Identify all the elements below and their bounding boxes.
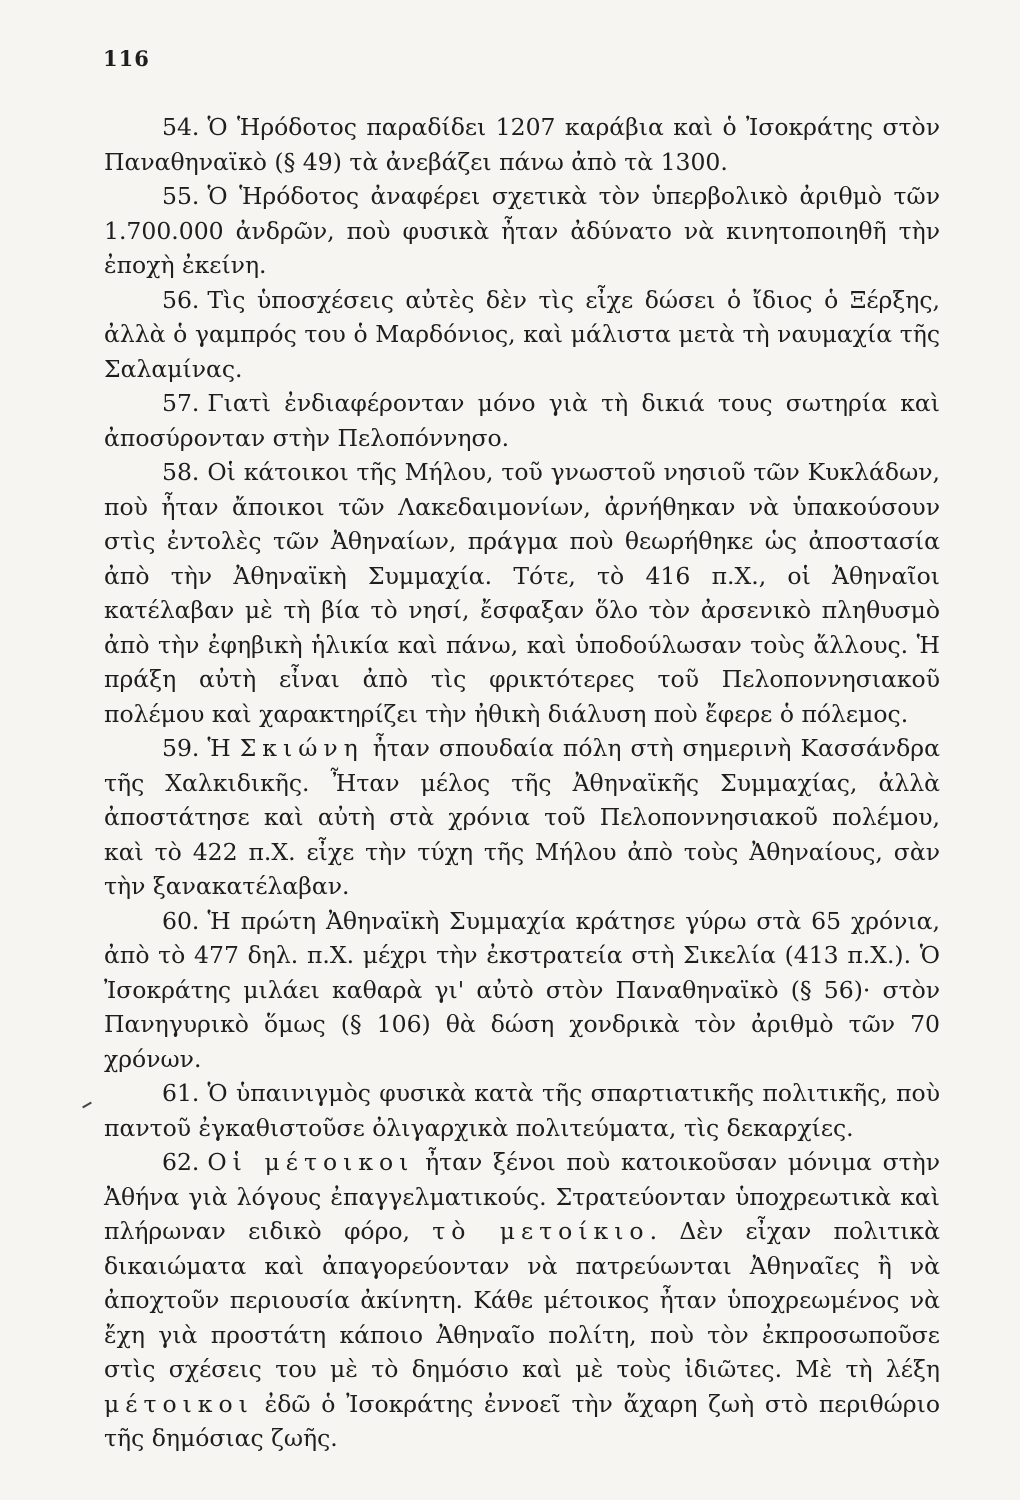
note-number: 56.: [162, 285, 200, 314]
note-57: [104, 386, 940, 455]
note-text: Τὶς ὑποσχέσεις αὐτὲς δὲν τὶς εἶχε δώσει ὁ ἴδιος ὁ Ξέρξης, ἀλλὰ ὁ γαμπρός του ὁ Μαρδόνιος, καὶ μάλιστα μετὰ τὴ ναυμαχία τῆς Σαλαμίνας.: [104, 285, 940, 383]
note-62: [104, 1145, 940, 1456]
note-56: [104, 283, 940, 387]
note-number: 62.: [162, 1148, 200, 1176]
spaced-term: Σκιώνη: [239, 734, 364, 762]
note-61: [104, 1076, 940, 1145]
note-text: ἦταν ξένοι ποὺ κατοικοῦσαν μόνιμα στὴν Ἀθήνα γιὰ λόγους ἐπαγγελματικούς. Στρατεύονταν ὑποχρεωτικὰ καὶ πλήρωναν ειδικὸ φόρο,: [104, 1148, 940, 1245]
note-text: Ἡ πρώτη Ἀθηναϊκὴ Συμμαχία κράτησε γύρω στὰ 65 χρόνια, ἀπὸ τὸ 477 δηλ. π.Χ. μέχρι τὴν ἐκστρατεία στὴ Σικελία (413 π.Χ.). Ὁ Ἰσοκράτης μιλάει καθαρὰ γι' αὐτὸ στὸν Παναθηναϊκὸ (§ 56)· στὸν Πανηγυρικὸ ὅμως (§ 106) θὰ δώση χονδρικὰ τὸν ἀριθμὸ τῶν 70 χρόνων.: [104, 906, 940, 1073]
note-text: Ὁ Ἡρόδοτος παραδίδει 1207 καράβια καὶ ὁ Ἰσοκράτης στὸν Παναθηναϊκὸ (§ 49) τὰ ἀνεβάζει πάνω ἀπὸ τὰ 1300.: [104, 113, 940, 176]
spaced-term: Οἱ μέτοικοι: [207, 1148, 415, 1176]
note-text: Γιατὶ ἐνδιαφέρονταν μόνο γιὰ τὴ δικιά τους σωτηρία καὶ ἀποσύρονταν στὴν Πελοπόννησο.: [104, 389, 940, 452]
note-text: Οἱ κάτοικοι τῆς Μήλου, τοῦ γνωστοῦ νησιοῦ τῶν Κυκλάδων, ποὺ ἦταν ἄποικοι τῶν Λακεδαιμονίων, ἀρνήθηκαν νὰ ὑπακούσουν στὶς ἐντολὲς τῶν Ἀθηναίων, πράγμα ποὺ θεωρήθηκε ὡς ἀποστασία ἀπὸ τὴν Ἀθηναϊκὴ Συμμαχία. Τότε, τὸ 416 π.Χ., οἱ Ἀθηναῖοι κατέλαβαν μὲ τὴ βία τὸ νησί, ἔσφαξαν ὅλο τὸν ἀρσενικὸ πληθυσμὸ ἀπὸ τὴν ἐφηβικὴ ἡλικία καὶ πάνω, καὶ ὑποδούλωσαν τοὺς ἄλλους. Ἡ πράξη αὐτὴ εἶναι ἀπὸ τὶς φρικτότερες τοῦ Πελοποννησιακοῦ πολέμου καὶ χαρακτηρίζει τὴν ἠθικὴ διάλυση ποὺ ἔφερε ὁ πόλεμος.: [104, 458, 940, 728]
note-text: ἦταν σπουδαία πόλη στὴ σημερινὴ Κασσάνδρα τῆς Χαλκιδικῆς. Ἦταν μέλος τῆς Ἀθηναϊκῆς Συμμαχίας, ἀλλὰ ἀποστάτησε καὶ αὐτὴ στὰ χρόνια τοῦ Πελοποννησιακοῦ πολέμου, καὶ τὸ 422 π.Χ. εἶχε τὴν τύχη τῆς Μήλου ἀπὸ τοὺς Ἀθηναίους, σὰν τὴν ξανακατέλαβαν.: [104, 734, 940, 900]
note-54: [104, 110, 940, 179]
note-number: 55.: [162, 182, 200, 210]
note-number: 61.: [162, 1079, 200, 1107]
margin-pencil-mark: [82, 1102, 92, 1109]
note-number: 57.: [162, 389, 200, 417]
note-text-2: . Δὲν εἶχαν πολιτικὰ δικαιώματα καὶ ἀπαγορεύονταν νὰ πατρεύωνται Ἀθηναῖες ἢ νὰ ἀποχτοῦν περιουσία ἀκίνητη. Κάθε μέτοικος ἦταν ὑποχρεωμένος νὰ ἔχη γιὰ προστάτη κάποιο Ἀθηναῖο πολίτη, ποὺ τὸν ἐκπροσωποῦσε στὶς σχέσεις του μὲ τὸ δημόσιο καὶ μὲ τοὺς ἰδιῶτες. Μὲ τὴ λέξη: [104, 1217, 940, 1383]
note-number: 54.: [162, 113, 200, 141]
spaced-term-3: μέτοικοι: [104, 1389, 254, 1418]
note-text-3: ἐδῶ ὁ Ἰσοκράτης ἐννοεῖ τὴν ἄχαρη ζωὴ στὸ περιθώριο τῆς δημόσιας ζωῆς.: [104, 1389, 940, 1452]
note-58: [104, 455, 940, 731]
note-number: 59.: [162, 734, 200, 762]
page-number: 116: [103, 46, 150, 71]
note-number: 58.: [162, 458, 200, 486]
notes-body: [104, 110, 940, 1456]
note-number: 60.: [162, 906, 200, 935]
spaced-term-2: τὸ μετοίκιο: [432, 1217, 650, 1245]
note-text-pre: Ἡ: [207, 734, 231, 762]
note-text: Ὁ Ἡρόδοτος ἀναφέρει σχετικὰ τὸν ὑπερβολικὸ ἀριθμὸ τῶν 1.700.000 ἀνδρῶν, ποὺ φυσικὰ ἦταν ἀδύνατο νὰ κινητοποιηθῆ τὴν ἐποχὴ ἐκείνη.: [104, 182, 940, 279]
note-60: [104, 904, 940, 1077]
note-text: Ὁ ὑπαινιγμὸς φυσικὰ κατὰ τῆς σπαρτιατικῆς πολιτικῆς, ποὺ παντοῦ ἐγκαθιστοῦσε ὀλιγαρχικὰ πολιτεύματα, τὶς δεκαρχίες.: [104, 1079, 940, 1142]
note-55: [104, 179, 940, 283]
note-59: [104, 731, 940, 904]
